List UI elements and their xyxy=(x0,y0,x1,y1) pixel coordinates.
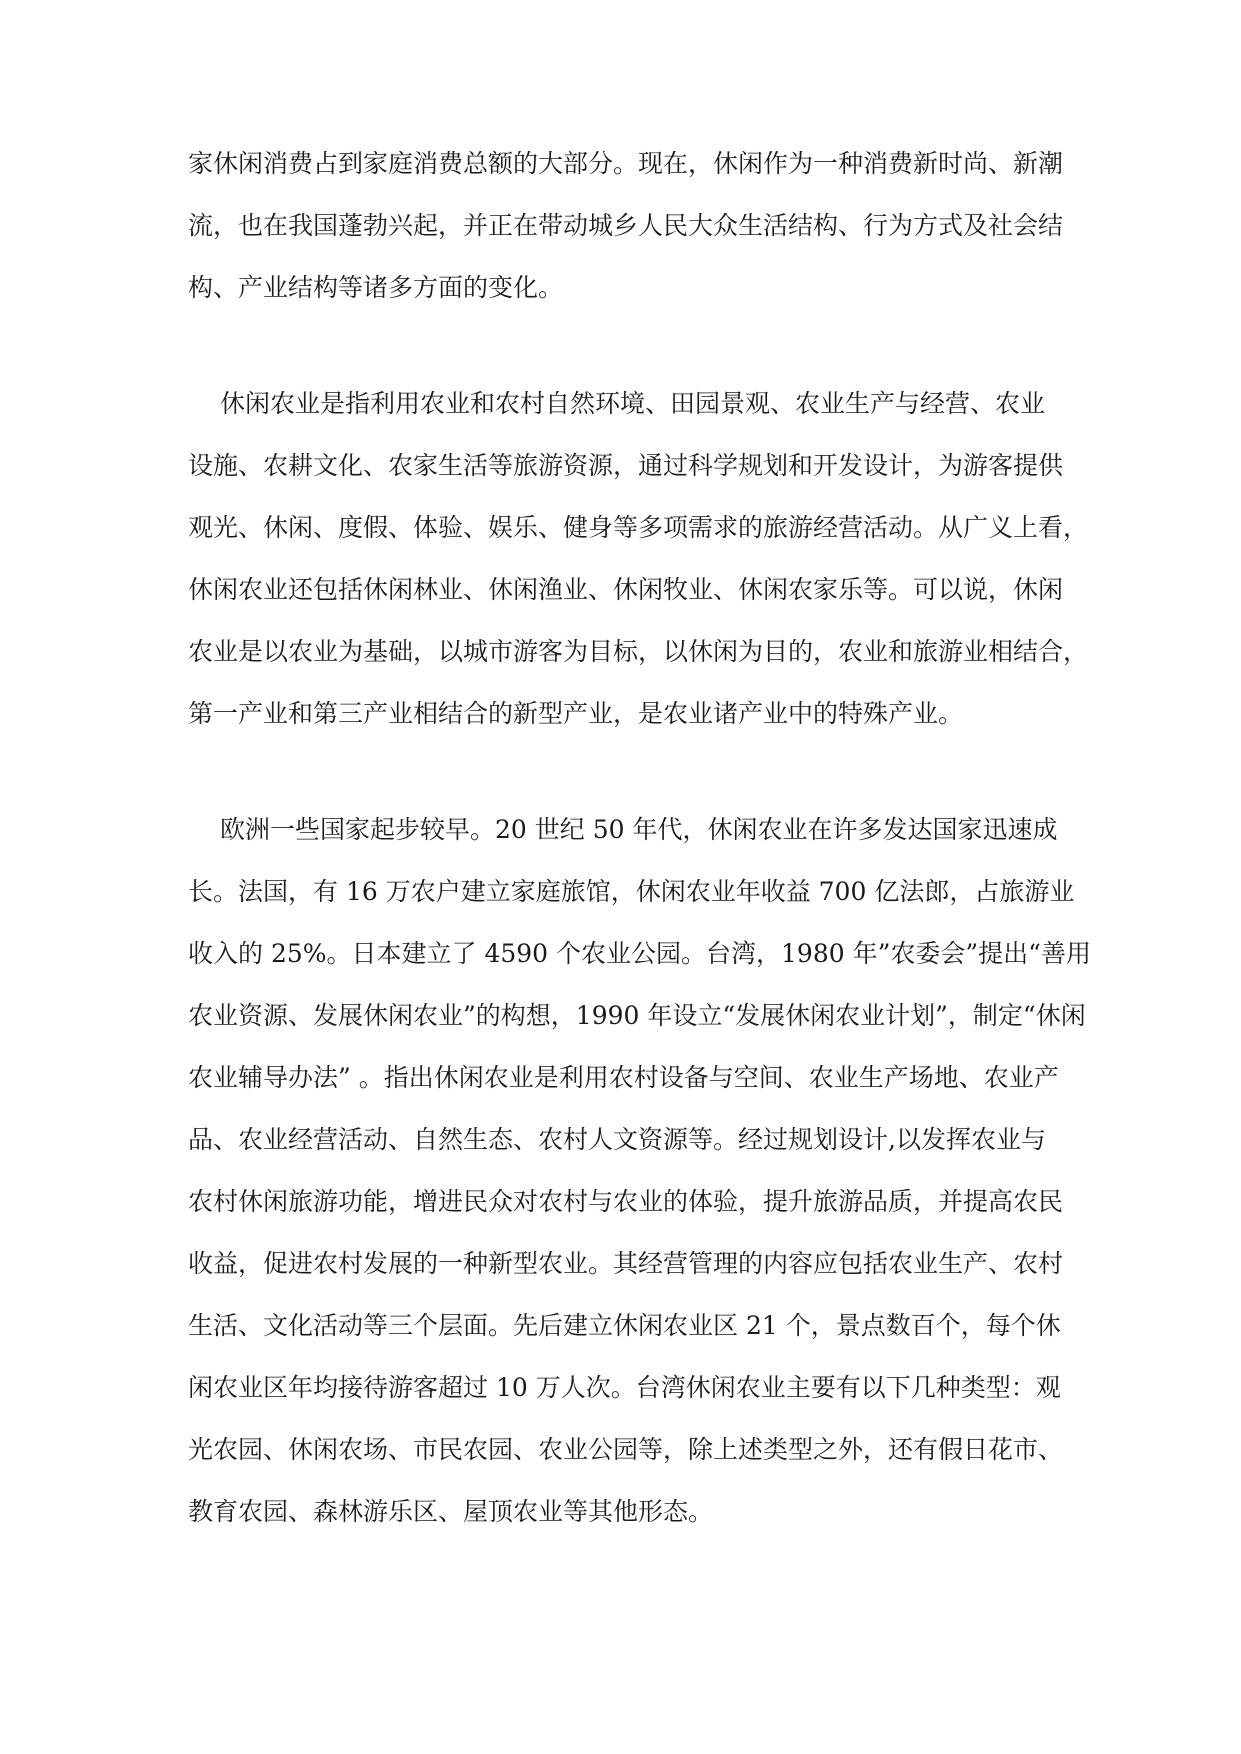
paragraph-2-line-6: 第一产业和第三产业相结合的新型产业，是农业诸产业中的特殊产业。 xyxy=(188,699,964,728)
paragraph-3-line-4: 农业资源、发展休闲农业”的构想，1990 年设立“发展休闲农业计划”，制定“休闲 xyxy=(188,1001,1086,1030)
paragraph-3-line-7: 农村休闲旅游功能，增进民众对农村与农业的体验，提升旅游品质，并提高农民 xyxy=(188,1187,1064,1216)
paragraph-3-line-6: 品、农业经营活动、自然生态、农村人文资源等。经过规划设计,以发挥农业与 xyxy=(188,1125,1046,1154)
paragraph-1-line-2: 流，也在我国蓬勃兴起，并正在带动城乡人民大众生活结构、行为方式及社会结 xyxy=(188,211,1064,240)
paragraph-2-line-3: 观光、休闲、度假、体验、娱乐、健身等多项需求的旅游经营活动。从广义上看， xyxy=(188,513,1089,542)
paragraph-3-line-5: 农业辅导办法” 。指出休闲农业是利用农村设备与空间、农业生产场地、农业产 xyxy=(188,1063,1059,1092)
paragraph-1-line-3: 构、产业结构等诸多方面的变化。 xyxy=(188,273,564,302)
paragraph-3-line-3: 收入的 25%。日本建立了 4590 个农业公园。台湾，1980 年”农委会”提出“善用 xyxy=(188,939,1091,968)
paragraph-3-line-11: 光农园、休闲农场、市民农园、农业公园等，除上述类型之外，还有假日花市、 xyxy=(188,1435,1064,1464)
paragraph-3-line-8: 收益，促进农村发展的一种新型农业。其经营管理的内容应包括农业生产、农村 xyxy=(188,1249,1064,1278)
paragraph-3-line-1: 欧洲一些国家起步较早。20 世纪 50 年代，休闲农业在许多发达国家迅速成 xyxy=(220,815,1058,844)
paragraph-3-line-2: 长。法国，有 16 万农户建立家庭旅馆，休闲农业年收益 700 亿法郎，占旅游业 xyxy=(188,877,1075,906)
paragraph-3-line-10: 闲农业区年均接待游客超过 10 万人次。台湾休闲农业主要有以下几种类型：观 xyxy=(188,1373,1061,1402)
paragraph-2-line-1: 休闲农业是指利用农业和农村自然环境、田园景观、农业生产与经营、农业 xyxy=(220,389,1046,418)
paragraph-1-line-1: 家休闲消费占到家庭消费总额的大部分。现在，休闲作为一种消费新时尚、新潮 xyxy=(188,149,1064,178)
paragraph-2-line-2: 设施、农耕文化、农家生活等旅游资源，通过科学规划和开发设计，为游客提供 xyxy=(188,451,1064,480)
paragraph-2-line-5: 农业是以农业为基础，以城市游客为目标，以休闲为目的，农业和旅游业相结合， xyxy=(188,637,1089,666)
paragraph-3-line-12: 教育农园、森林游乐区、屋顶农业等其他形态。 xyxy=(188,1497,714,1526)
paragraph-3-line-9: 生活、文化活动等三个层面。先后建立休闲农业区 21 个，景点数百个，每个休 xyxy=(188,1311,1061,1340)
paragraph-2-line-4: 休闲农业还包括休闲林业、休闲渔业、休闲牧业、休闲农家乐等。可以说，休闲 xyxy=(188,575,1064,604)
